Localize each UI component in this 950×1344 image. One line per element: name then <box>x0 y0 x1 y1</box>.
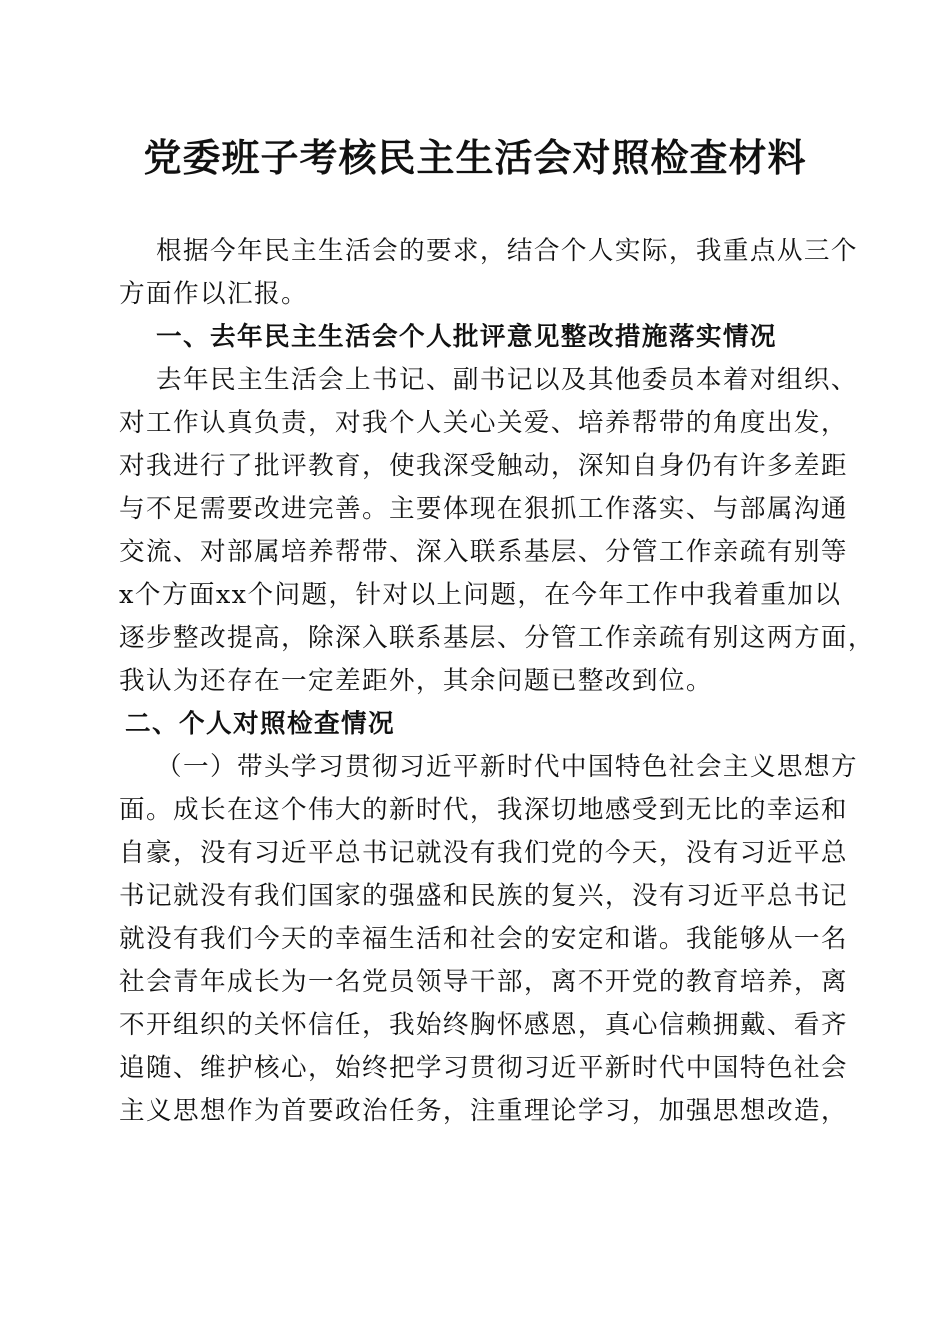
paragraph-line: 面。成长在这个伟大的新时代，我深切地感受到无比的幸运和 <box>119 795 848 825</box>
paragraph-line: 与不足需要改进完善。主要体现在狠抓工作落实、与部属沟通 <box>119 494 848 524</box>
paragraph-line: 交流、对部属培养帮带、深入联系基层、分管工作亲疏有别等 <box>119 537 848 567</box>
paragraph-line: （一）带头学习贯彻习近平新时代中国特色社会主义思想方 <box>156 752 858 782</box>
paragraph-line: 去年民主生活会上书记、副书记以及其他委员本着对组织、 <box>156 365 858 395</box>
document-body <box>119 230 875 1133</box>
paragraph-line: 不开组织的关怀信任，我始终胸怀感恩，真心信赖拥戴、看齐 <box>119 1010 848 1040</box>
paragraph-line: 我认为还存在一定差距外，其余问题已整改到位。 <box>119 666 713 696</box>
paragraph-line: 自豪，没有习近平总书记就没有我们党的今天，没有习近平总 <box>119 838 848 868</box>
document-title: 党委班子考核民主生活会对照检查材料 <box>143 135 807 180</box>
paragraph-line: 对我进行了批评教育，使我深受触动，深知自身仍有许多差距 <box>119 451 848 481</box>
section-heading-1: 一、去年民主生活会个人批评意见整改措施落实情况 <box>156 322 777 352</box>
paragraph-line: 根据今年民主生活会的要求，结合个人实际，我重点从三个 <box>156 236 858 266</box>
paragraph-line: x个方面xx个问题，针对以上问题，在今年工作中我着重加以 <box>119 580 842 610</box>
paragraph-line: 社会青年成长为一名党员领导干部，离不开党的教育培养，离 <box>119 967 848 997</box>
section-heading-2: 二、个人对照检查情况 <box>125 709 395 739</box>
paragraph-line: 主义思想作为首要政治任务，注重理论学习，加强思想改造， <box>119 1096 848 1126</box>
paragraph-line: 方面作以汇报。 <box>119 279 308 309</box>
paragraph-line: 逐步整改提高，除深入联系基层、分管工作亲疏有别这两方面， <box>119 623 875 653</box>
paragraph-line: 书记就没有我们国家的强盛和民族的复兴，没有习近平总书记 <box>119 881 848 911</box>
paragraph-line: 追随、维护核心，始终把学习贯彻习近平新时代中国特色社会 <box>119 1053 848 1083</box>
paragraph-line: 对工作认真负责，对我个人关心关爱、培养帮带的角度出发， <box>119 408 848 438</box>
paragraph-line: 就没有我们今天的幸福生活和社会的安定和谐。我能够从一名 <box>119 924 848 954</box>
